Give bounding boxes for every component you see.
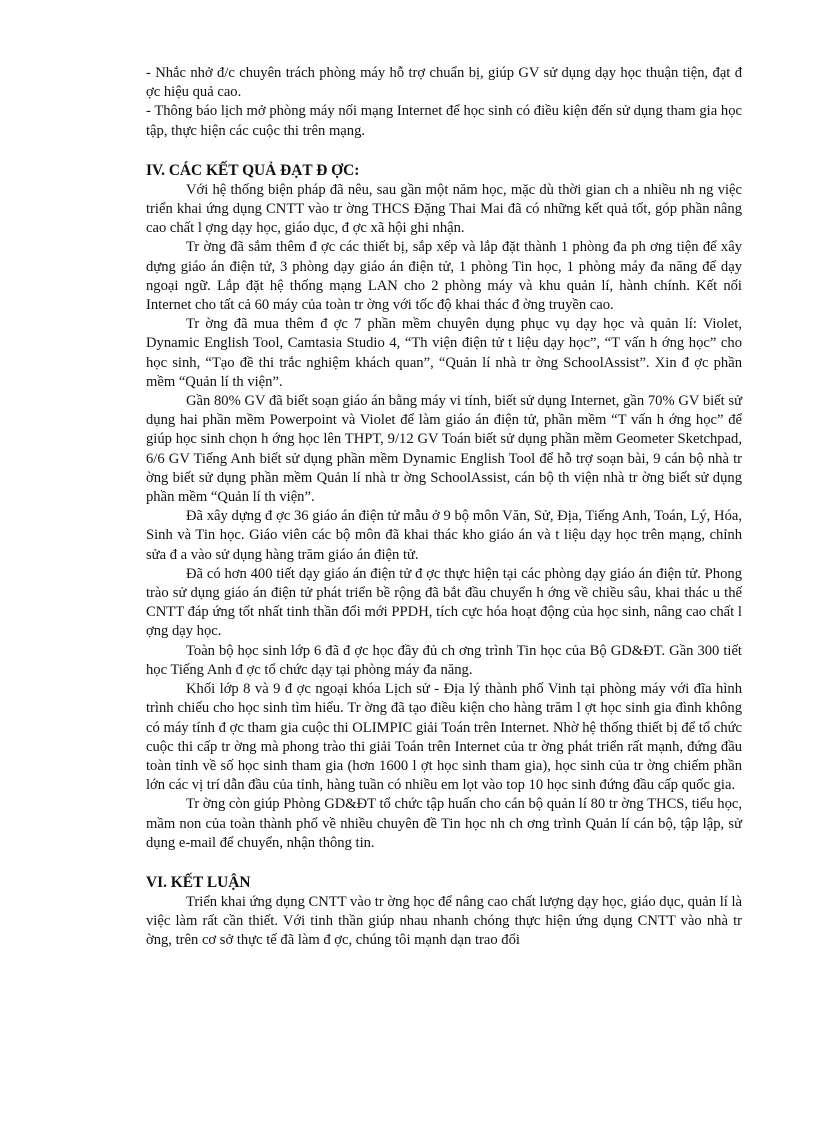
bullet-paragraph: - Nhắc nhở đ/c chuyên trách phòng máy hỗ trợ chuẩn bị, giúp GV sử dụng dạy học thuận tiện, đạt đ ợc hiệu quả cao. [146,65,742,101]
bullet-paragraph: - Thông báo lịch mở phòng máy nối mạng Internet để học sinh có điều kiện đến sử dụng tham gia học tập, thực hiện các cuộc thi trên mạng. [146,103,742,139]
section-heading-results: IV. CÁC KẾT QUẢ ĐẠT Đ ỢC: [146,161,360,179]
body-paragraph: Đã có hơn 400 tiết dạy giáo án điện tử đ ợc thực hiện tại các phòng dạy giáo án điện tử. Phong trào sử dụng giáo án điện tử phát triển bề rộng đã bắt đầu chuyển h ớng về chiều sâu, khai thác u thế CNTT đáp ứng tốt nhất tinh thần đổi mới PPDH, tích cực hóa hoạt động của học sinh, nâng cao chất l ợng dạy học. [146,565,742,640]
body-paragraph: Tr ờng đã mua thêm đ ợc 7 phần mềm chuyên dụng phục vụ dạy học và quản lí: Violet, Dynamic English Tool, Camtasia Studio 4, “Th viện điện tử t liệu dạy học”, “T vấn h ớng học” cho học sinh, “Tạo đề thi trắc nghiệm khách quan”, “Quản lí nhà tr ờng SchoolAssist”. Xin đ ợc phần mềm “Quản lí th viện”. [146,316,742,390]
body-paragraph: Tr ờng còn giúp Phòng GD&ĐT tổ chức tập huấn cho cán bộ quản lí 80 tr ờng THCS, tiểu học, mầm non của toàn thành phố về nhiều chuyên đề Tin học nh ch ơng trình Quản lí cán bộ, tập lập, sử dụng e-mail để chuyển, nhận thông tin. [146,796,742,851]
body-paragraph: Tr ờng đã sắm thêm đ ợc các thiết bị, sắp xếp và lắp đặt thành 1 phòng đa ph ơng tiện để xây dựng giáo án điện tử, 3 phòng dạy giáo án điện tử, 1 phòng Tin học, 1 phòng máy đa năng để dạy ngoại ngữ. Lắp đặt hệ thống mạng LAN cho 2 phòng máy và khu quản lí, hành chính. Kết nối Internet cho tất cả 60 máy của toàn tr ờng với tốc độ khai thác đ ờng truyền cao. [146,239,742,314]
document-page [146,64,742,951]
body-paragraph: Khối lớp 8 và 9 đ ợc ngoại khóa Lịch sử - Địa lý thành phố Vinh tại phòng máy với đĩa hình trình chiếu cho học sinh tìm hiểu. Tr ờng đã tạo điều kiện cho hàng trăm l ợt học sinh gia đình không có máy tính đ ợc tham gia cuộc thi OLIMPIC giải Toán trên Internet. Nhờ hệ thống thiết bị để tổ chức cuộc thi cấp tr ờng mà phong trào thi giải Toán trên Internet của tr ờng phát triển rất mạnh, đứng đầu toàn tỉnh về số học sinh tham gia (hơn 1600 l ợt học sinh tham gia), học sinh của tr ờng chiếm phần lớn các vị trí dẫn đầu của tỉnh, hàng tuần có nhiều em lọt vào top 10 học sinh đứng đầu cấp quốc gia. [146,681,742,794]
body-paragraph: Triển khai ứng dụng CNTT vào tr ờng học để nâng cao chất lượng dạy học, giáo dục, quản lí là việc làm rất cần thiết. Với tinh thần giúp nhau nhanh chóng thực hiện ứng dụng CNTT vào nhà tr ờng, trên cơ sở thực tế đã làm đ ợc, chúng tôi mạnh dạn trao đổi [146,893,742,949]
body-paragraph: Đã xây dựng đ ợc 36 giáo án điện tử mẫu ở 9 bộ môn Văn, Sử, Địa, Tiếng Anh, Toán, Lý, Hóa, Sinh và Tin học. Giáo viên các bộ môn đã khai thác kho giáo án và t liệu dạy học trên mạng, chỉnh sửa đ a vào sử dụng hàng trăm giáo án điện tử. [146,508,742,563]
body-paragraph: Với hệ thống biện pháp đã nêu, sau gần một năm học, mặc dù thời gian ch a nhiều nh ng việc triển khai ứng dụng CNTT vào tr ờng THCS Đặng Thai Mai đã có những kết quả tốt, góp phần nâng cao chất l ợng dạy học, giáo dục, đ ợc xã hội ghi nhận. [146,181,742,237]
body-paragraph: Gần 80% GV đã biết soạn giáo án bằng máy vi tính, biết sử dụng Internet, gần 70% GV biết sử dụng hai phần mềm Powerpoint và Violet để làm giáo án điện tử, phần mềm “T vấn h ớng học” để giúp học sinh chọn h ớng học lên THPT, 9/12 GV Toán biết sử dụng phần mềm Geometer Sketchpad, 6/6 GV Tiếng Anh biết sử dụng phần mềm Dynamic English Tool để hỗ trợ soạn bài, 9 cán bộ nhà tr ờng biết sử dụng phần mềm Quản lí nhà tr ờng SchoolAssist, cán bộ th viện nhà tr ờng biết sử dụng phần mềm “Quản lí th viện”. [146,393,742,506]
body-paragraph: Toàn bộ học sinh lớp 6 đã đ ợc học đầy đủ ch ơng trình Tin học của Bộ GD&ĐT. Gần 300 tiết học Tiếng Anh đ ợc tổ chức dạy tại phòng máy đa năng. [146,642,742,678]
section-heading-conclusion: VI. KẾT LUẬN [146,873,251,891]
